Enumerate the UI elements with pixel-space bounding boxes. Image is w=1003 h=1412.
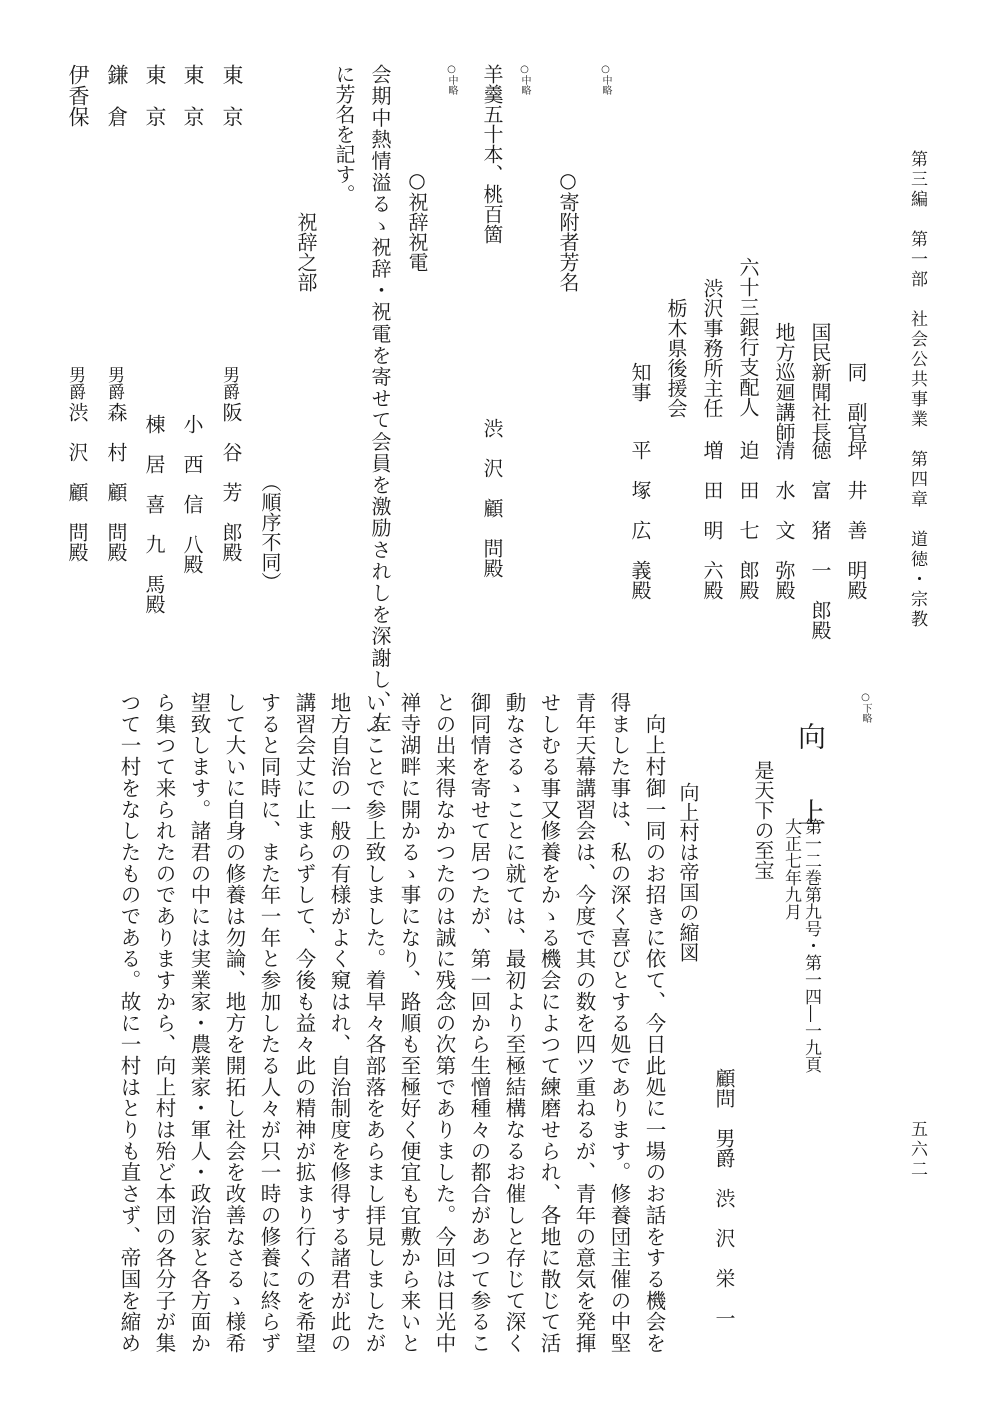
body-line: 動なさるゝことに就ては、最初より至極結構なるお催しと存じて深く [502,692,526,1354]
journal-title: 向 上 [794,722,827,836]
congrats-heading: 祝辞之部 [294,212,318,292]
donation-item: 羊羹五十本、桃百箇 [480,64,504,244]
telegram-text: に芳名を記す。 [332,64,356,204]
body-line: との出来得なかつたのは誠に残念の次第でありました。今回は日光中 [432,692,456,1354]
list-place: 伊香保 [66,64,90,127]
list-name: 清 水 文 弥殿 [772,440,796,600]
body-line: せしむる事又修養をかゝる機会によつて練磨せられ、各地に散じて活 [537,692,561,1354]
order-note: （順序不同） [258,472,282,592]
essay-subheading: 向上村は帝国の縮図 [676,782,700,962]
body-line: 御同情を寄せて居つたが、第一回から生憎種々の都合があつて参るこ [467,692,491,1354]
list-title: 男爵 [104,366,124,400]
list-name: 平 塚 広 義殿 [628,440,652,600]
journal-meta: 第一二巻第九号・第一四―一九頁 [801,818,821,1073]
list-title: 栃木県後援会 [664,298,688,418]
body-line: すると同時に、また年一年と参加したる人々が只一時の修養に終らず [257,692,281,1354]
list-title: 知事 [628,362,652,402]
body-line: 得ました事は、私の深く喜びとする処であります。修養団主催の中堅 [607,692,631,1354]
list-title: 男爵 [219,366,239,400]
list-name: 棟 居 喜 九 馬殿 [142,414,166,614]
list-title: 地方巡廻講師 [772,322,796,442]
telegram-text: 会期中熱情溢るゝ祝辞・祝電を寄せて会員を激励されしを深謝し、左 [368,64,392,734]
telegram-heading: ○祝辞祝電 [405,168,429,272]
journal-meta: 大正七年九月 [781,818,801,920]
body-line: 向上村御一同のお招きに依て、今日此処に一場のお話をする機会を [642,692,666,1354]
running-header: 第三編 第一部 社会公共事業 第四章 道徳・宗教 [907,150,927,630]
list-place: 東 京 [181,64,205,127]
list-title: 同 副官 [844,362,868,442]
omission-mark: ○中略 [446,64,457,95]
body-line: 講習会丈に止まらずして、今後も益々此の精神が拡まり行くのを希望 [292,692,316,1354]
body-line: 禅寺湖畔に開かるゝ事になり、路順も至極好く便宜も宜敷から来いと [397,692,421,1354]
list-place: 鎌 倉 [105,64,129,127]
omission-mark: ○中略 [600,64,611,95]
list-title: 渋沢事務所主任 [700,278,724,418]
list-title: 六十三銀行支配人 [736,257,760,417]
omission-mark: ○中略 [519,64,530,95]
list-name: 徳 富 猪 一 郎殿 [808,440,832,640]
list-name: 渋 沢 顧 問殿 [65,402,89,562]
body-line: して大いに自身の修養は勿論、地方を開拓し社会を改善なさるゝ様希 [222,692,246,1354]
list-name: 増 田 明 六殿 [700,440,724,600]
list-title: 男爵 [65,366,85,400]
list-name: 森 村 顧 問殿 [104,402,128,562]
list-name: 坪 井 善 明殿 [844,440,868,600]
body-line: 地方自治の一般の有様がよく窺はれ、自治制度を修得する諸君が此の [327,692,351,1354]
body-line: つて一村をなしたものである。故に一村はとりも直さず、帝国を縮め [117,692,141,1354]
list-name: 小 西 信 八殿 [180,414,204,574]
essay-heading: 是天下の至宝 [751,760,775,880]
list-place: 東 京 [220,64,244,127]
essay-author: 顧問 男爵 渋 沢 栄 一 [712,1068,736,1328]
list-name: 迫 田 七 郎殿 [736,440,760,600]
body-line: 望致します。諸君の中には実業家・農業家・軍人・政治家と各方面か [187,692,211,1354]
donor-heading: ○寄附者芳名 [556,168,580,292]
list-title: 国民新聞社長 [808,322,832,442]
page-number: 五六二 [907,1120,927,1180]
donation-recipient: 渋 沢 顧 問殿 [480,418,504,578]
body-line: いふことで参上致しました。着早々各部落をあらまし拝見しましたが [362,692,386,1354]
list-place: 東 京 [143,64,167,127]
body-line: 青年天幕講習会は、今度で其の数を四ツ重ねるが、青年の意気を発揮 [572,692,596,1354]
omission-mark: ○下略 [860,692,871,723]
body-line: ら集つて来られたのでありますから、向上村は殆ど本団の各分子が集 [152,692,176,1354]
list-name: 阪 谷 芳 郎殿 [219,402,243,562]
